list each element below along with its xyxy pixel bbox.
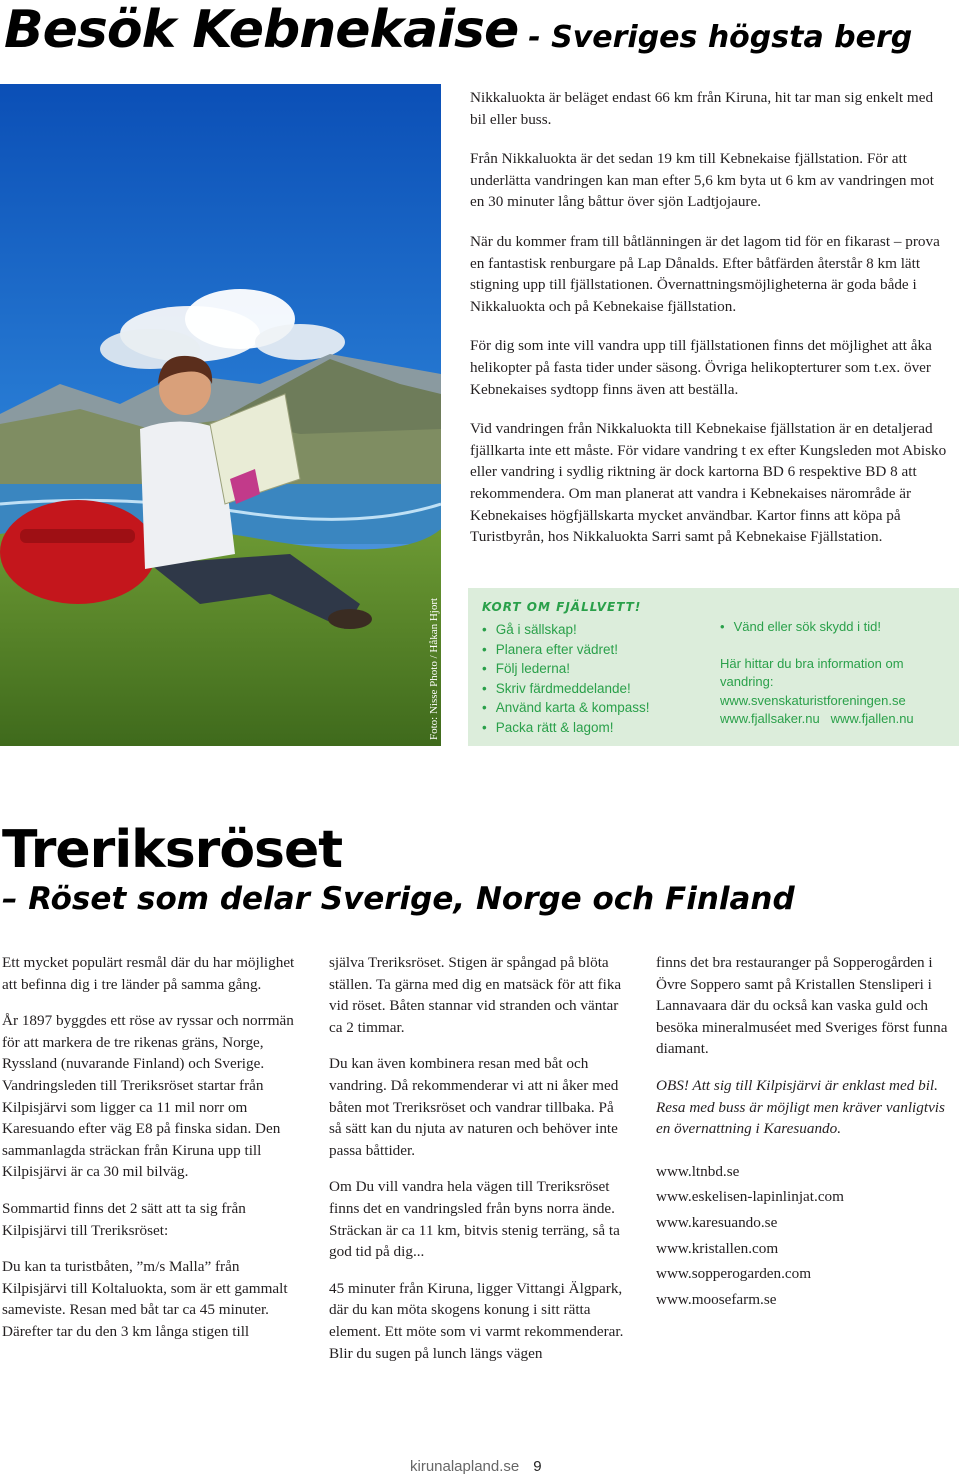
link-sopperogarden[interactable]: www.sopperogarden.com [656, 1265, 812, 1283]
photo-credit: Foto: Nisse Photo / Håkan Hjort [428, 597, 440, 740]
backpack-strap [20, 529, 135, 543]
paragraph: 45 minuter från Kiruna, ligger Vittangi Älgpark, där du kan möta skogens konung i sitt rätta element. Ett möte som vi varmt rekommenderar. Blir du sugen på lunch längs vägen [329, 1279, 624, 1362]
paragraph: För dig som inte vill vandra upp till fjällstationen finns det möjlighet att åka helikopter på fasta tider under säsong. Övriga helikopterturer som t.ex. över Kebnekaises sydtopp finns även att beställa. [470, 337, 932, 398]
section-title: Treriksröset [2, 820, 343, 880]
paragraph: Nikkaluokta är beläget endast 66 km från Kiruna, hit tar man sig enkelt med bil eller buss. [470, 89, 934, 128]
link-moosefarm[interactable]: www.moosefarm.se [656, 1290, 777, 1308]
hiker-boot [328, 609, 372, 629]
title-subtitle: - Sveriges högsta berg [528, 20, 913, 55]
page-title [4, 2, 912, 66]
link-kristallen[interactable]: www.kristallen.com [656, 1239, 779, 1257]
treriks-column-2 [329, 952, 629, 1379]
list-item: • Använd karta & kompass! [482, 698, 712, 718]
page-number: 9 [533, 1458, 542, 1475]
footer-site[interactable]: kirunalapland.se [410, 1458, 520, 1475]
link-ltnbd[interactable]: www.ltnbd.se [656, 1162, 740, 1180]
hiker-photo [0, 84, 441, 746]
list-item: • Vänd eller sök skydd i tid! [720, 618, 955, 637]
hiker-photo-illustration [0, 84, 441, 746]
note: OBS! Att sig till Kilpisjärvi är enklast med bil. Resa med buss är möjligt men kräver vanligtvis en övernattning i Karesuando. [656, 1076, 945, 1138]
list-item: • Planera efter vädret! [482, 640, 712, 660]
paragraph: Om Du vill vandra hela vägen till Treriksröset finns det en vandringsled från byns norra ände. Sträckan är ca 11 km, bitvis stenig terräng, så ta god tid på dig... [329, 1178, 620, 1261]
page-footer [410, 1458, 542, 1475]
link-eskelisen[interactable]: www.eskelisen-lapinlinjat.com [656, 1188, 844, 1206]
paragraph: När du kommer fram till båtlänningen är det lagom tid för en fikarast – prova en fantastisk renburgare på Lap Dånalds. Efter båtfärden återstår 8 km lätt stigning upp till fjällstationen. Övernattningsmöjligheterna är goda både i Nikkaluokta och på Kebnekaise fjällstation. [470, 232, 940, 315]
paragraph: Ett mycket populärt resmål där du har möjlighet att befinna dig i tre länder på samma gång. [2, 954, 295, 993]
paragraph: Vid vandringen från Nikkaluokta till Kebnekaise fjällstation är en detaljerad fjällkarta inte ett måste. För vidare vandring t ex efter Kungsleden mot Abisko eller vandring i sydlig riktning är dock kartorna BD 6 respektive BD 8 att rekommendera. Om man planerat att vandra i Kebnekaises närområde är Kebnekaises högfjällskarta mycket användbar. Kartor finns att köpa på Turistbyrån, hos Nikkaluokta Sarri samt på Kebnekaise Fjällstation. [470, 420, 947, 546]
paragraph: själva Treriksröset. Stigen är spångad på blöta ställen. Ta gärna med dig en matsäck för att fika vid röset. Båten stannar vid stranden och väntar ca 2 timmar. [329, 954, 622, 1036]
link-svenskaturistforeningen[interactable]: www.svenskaturistforeningen.se [720, 692, 906, 708]
list-item: • Skriv färdmeddelande! [482, 679, 712, 699]
paragraph: Du kan ta turistbåten, ”m/s Malla” från Kilpisjärvi till Koltaluokta, som är ett gammalt sameviste. Resan med båt tar ca 45 minuter. Därefter tar du den 3 km långa stigen till [2, 1258, 288, 1340]
paragraph: Från Nikkaluokta är det sedan 19 km till Kebnekaise fjällstation. För att underlätta vandringen kan man efter 5,6 km byta ut 6 km av vandringen mot en 30 minuter lång båttur över sjön Ladtjojaure. [470, 150, 934, 211]
fjallvett-heading: KORT OM FJÄLLVETT! [482, 600, 642, 614]
paragraph: finns det bra restauranger på Sopperogården i Övre Soppero samt på Kristallen Stensliperi i Lannavaara där du också kan vaska guld och besöka mineralmuséet med Sveriges först funna diamant. [656, 954, 948, 1058]
paragraph: Sommartid finns det 2 sätt att ta sig från Kilpisjärvi till Treriksröset: [2, 1199, 246, 1239]
link-fjallsaker[interactable]: www.fjallsaker.nu [720, 711, 820, 726]
title-main: Besök Kebnekaise [4, 0, 519, 60]
section-subtitle: – Röset som delar Sverige, Norge och Finland [2, 881, 795, 917]
kebnekaise-text [470, 87, 948, 566]
red-backpack [0, 500, 156, 604]
info-text: Här hittar du bra information om vandring: [720, 655, 904, 689]
link-karesuando[interactable]: www.karesuando.se [656, 1213, 778, 1231]
fjallvett-list [482, 620, 712, 738]
list-item: • Följ lederna! [482, 659, 712, 679]
list-item: • Packa rätt & lagom! [482, 718, 712, 738]
treriks-column-1 [2, 952, 302, 1358]
paragraph: År 1897 byggdes ett röse av ryssar och norrmän för att markera de tre rikenas gräns, Norge, Ryssland (nuvarande Finland) och Sverige. Vandringsleden till Treriksröset startar från Kilpisjärvi som ligger ca 11 mil norr om Karesuando efter väg E8 på finska sidan. Den sammanlagda sträckan från Kiruna upp till Kilpisjärvi är ca 30 mil bilväg. [2, 1012, 294, 1181]
list-item: • Gå i sällskap! [482, 620, 712, 640]
fjallvett-box [468, 588, 959, 746]
treriks-column-3 [656, 952, 956, 1314]
fjallvett-info [720, 618, 955, 729]
fjallvett-list-section [482, 600, 712, 738]
links-row [720, 710, 955, 729]
paragraph: Du kan även kombinera resan med båt och vandring. Då rekommenderar vi att ni åker med båten mot Treriksröset och vandrar tillbaka. På så sätt kan du njuta av naturen och behöver inte passa båttider. [329, 1055, 619, 1159]
link-fjallen[interactable]: www.fjallen.nu [830, 711, 914, 726]
